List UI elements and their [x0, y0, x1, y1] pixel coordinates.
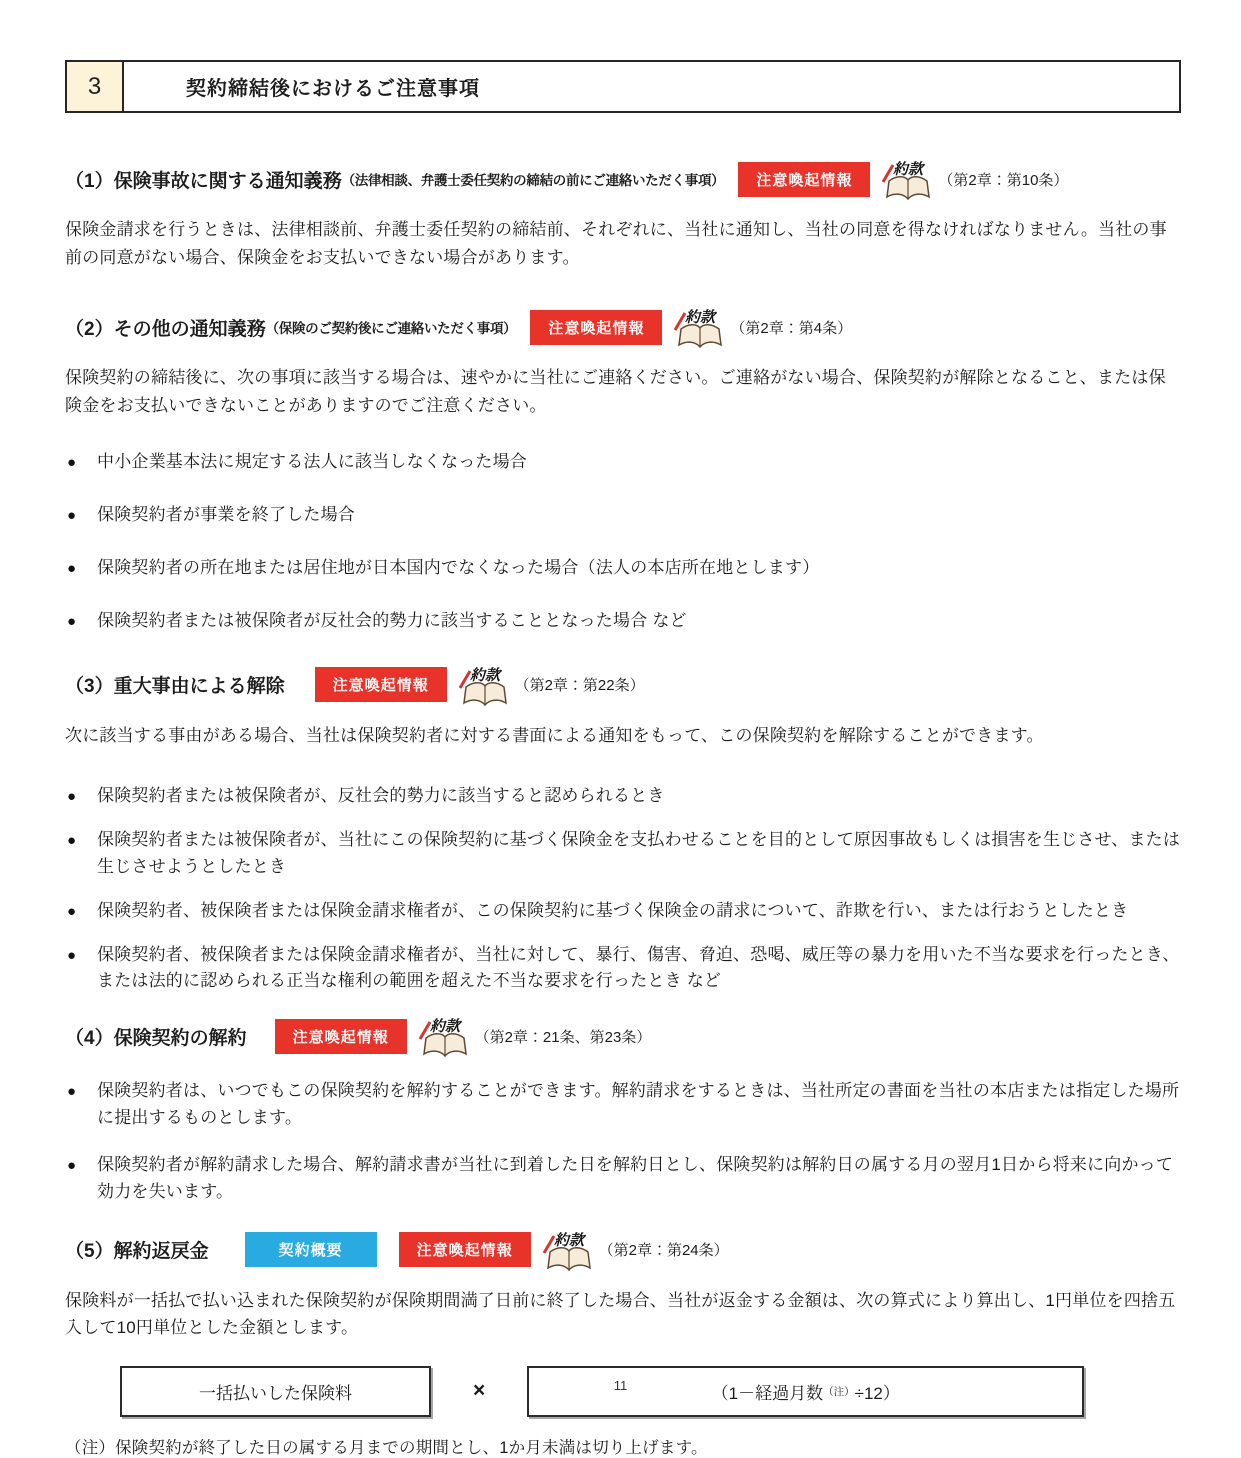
list-item-text: 保険契約者は、いつでもこの保険契約を解約することができます。解約請求をするときは、当社所定の書面を当社の本店または指定した場所に提出するものとします。	[97, 1081, 1180, 1128]
bullet-icon: ●	[67, 454, 77, 472]
terms-booklet-icon	[417, 1012, 473, 1060]
section-3-heading	[65, 661, 1181, 709]
attention-info-badge: 注意喚起情報	[275, 1019, 407, 1054]
section-4-heading	[65, 1012, 1181, 1060]
svg-text:約款: 約款	[553, 1231, 584, 1249]
list-item-text: 保険契約者、被保険者または保険金請求権者が、当社に対して、暴行、傷害、脅迫、恐喝、威圧等の暴力を用いた不当な要求を行ったとき、または法的に認められる正当な権利の範囲を超えた不当な要求を行ったとき など	[97, 944, 1180, 991]
section-2-bullet-list	[67, 449, 1181, 634]
section-1-clause-reference: （第2章：第10条）	[938, 171, 1069, 189]
section-5-heading	[65, 1226, 1181, 1274]
multiply-operator: ×	[473, 1379, 486, 1403]
section-header-bar	[65, 60, 1181, 113]
list-item	[67, 1078, 1181, 1132]
formula-right-text: ÷12）	[854, 1383, 900, 1403]
bullet-icon: ●	[67, 788, 77, 806]
formula-footnote: （注）保険契約が終了した日の属する月までの期間とし、1か月未満は切り上げます。	[65, 1438, 708, 1457]
section-2-paragraph: 保険契約の締結後に、次の事項に該当する場合は、速やかに当社にご連絡ください。ご連絡がない場合、保険契約が解除となること、または保険金をお支払いできないことがありますのでご注意ください。	[65, 368, 1166, 415]
list-item-text: 保険契約者が解約請求した場合、解約請求書が当社に到着した日を解約日とし、保険契約は解約日の属する月の翌月1日から将来に向かって効力を失います。	[97, 1154, 1174, 1201]
bullet-icon: ●	[67, 612, 77, 630]
section-1-title: （1）保険事故に関する通知義務	[65, 170, 342, 192]
formula-right-text: （1－経過月数	[711, 1383, 824, 1403]
terms-booklet-icon	[541, 1226, 597, 1274]
attention-info-badge: 注意喚起情報	[738, 162, 870, 197]
section-4-bullet-list	[67, 1078, 1181, 1205]
list-item-text: 保険契約者または被保険者が、当社にこの保険契約に基づく保険金を支払わせることを目的として原因事故もしくは損害を生じさせ、または生じさせようとしたとき	[97, 829, 1181, 876]
list-item-text: 保険契約者の所在地または居住地が日本国内でなくなった場合（法人の本店所在地とします）	[97, 557, 820, 577]
section-5-paragraph: 保険料が一括払で払い込まれた保険契約が保険期間満了日前に終了した場合、当社が返金する金額は、次の算式により算出し、1円単位を四捨五入して10円単位とした金額とします。	[65, 1290, 1176, 1338]
section-3-bullet-list	[67, 783, 1181, 995]
list-item-text: 保険契約者または被保険者が反社会的勢力に該当することとなった場合 など	[97, 610, 687, 630]
section-number-box: 3	[65, 60, 124, 113]
list-item	[67, 898, 1181, 925]
bullet-icon: ●	[67, 1083, 77, 1101]
bullet-icon: ●	[67, 559, 77, 577]
list-item-text: 保険契約者または被保険者が、反社会的勢力に該当すると認められるとき	[97, 786, 665, 806]
bullet-icon: ●	[67, 831, 77, 849]
list-item	[67, 942, 1181, 996]
list-item	[67, 827, 1181, 881]
section-2-subtitle: （保険のご契約後にご連絡いただく事項）	[265, 321, 517, 337]
page-title: 契約締結後におけるご注意事項	[124, 60, 1181, 113]
section-3-paragraph: 次に該当する事由がある場合、当社は保険契約者に対する書面による通知をもって、この保険契約を解除することができます。	[65, 725, 1044, 745]
section-5-clause-reference: （第2章：第24条）	[598, 1242, 729, 1260]
list-item	[67, 555, 1181, 582]
section-4-clause-reference: （第2章：21条、第23条）	[474, 1028, 652, 1046]
bullet-icon: ●	[67, 902, 77, 920]
attention-info-badge: 注意喚起情報	[399, 1232, 531, 1267]
svg-text:約款: 約款	[429, 1018, 460, 1036]
formula-left-box: 一括払いした保険料	[120, 1366, 431, 1417]
attention-info-badge: 注意喚起情報	[315, 667, 447, 702]
bullet-icon: ●	[67, 1156, 77, 1174]
document-page	[65, 60, 1181, 1458]
terms-booklet-icon	[457, 661, 513, 709]
section-2-title: （2）その他の通知義務	[65, 318, 266, 340]
contract-overview-badge: 契約概要	[245, 1232, 377, 1267]
list-item-text: 中小企業基本法に規定する法人に該当しなくなった場合	[97, 452, 527, 472]
section-2-heading	[65, 303, 1181, 351]
section-2-clause-reference: （第2章：第4条）	[730, 319, 853, 337]
section-4-title: （4）保険契約の解約	[65, 1027, 247, 1049]
section-3-title: （3）重大事由による解除	[65, 676, 285, 698]
attention-info-badge: 注意喚起情報	[530, 310, 662, 345]
list-item	[67, 783, 1181, 810]
svg-text:約款: 約款	[893, 161, 924, 178]
list-item	[67, 608, 1181, 635]
section-1-paragraph: 保険金請求を行うときは、法律相談前、弁護士委任契約の締結前、それぞれに、当社に通知し、当社の同意を得なければなりません。当社の事前の同意がない場合、保険金をお支払いできない場合があります。	[65, 220, 1167, 267]
svg-text:約款: 約款	[469, 666, 500, 684]
list-item-text: 保険契約者が事業を終了した場合	[97, 504, 355, 524]
terms-booklet-icon	[672, 303, 728, 351]
terms-booklet-icon	[880, 155, 936, 203]
page-number: 11	[613, 1378, 628, 1393]
list-item	[67, 1152, 1181, 1206]
list-item	[67, 449, 1181, 476]
svg-text:約款: 約款	[685, 309, 716, 327]
list-item-text: 保険契約者、被保険者または保険金請求権者が、この保険契約に基づく保険金の請求について、詐欺を行い、または行おうとしたとき	[97, 900, 1129, 920]
formula-note-superscript: （注）	[823, 1385, 855, 1398]
list-item	[67, 502, 1181, 529]
section-5-title: （5）解約返戻金	[65, 1241, 209, 1263]
section-3-clause-reference: （第2章：第22条）	[514, 677, 645, 695]
bullet-icon: ●	[67, 946, 77, 964]
bullet-icon: ●	[67, 506, 77, 524]
section-1-heading	[65, 155, 1181, 203]
section-1-subtitle: （法律相談、弁護士委任契約の締結の前にご連絡いただく事項）	[341, 173, 725, 188]
